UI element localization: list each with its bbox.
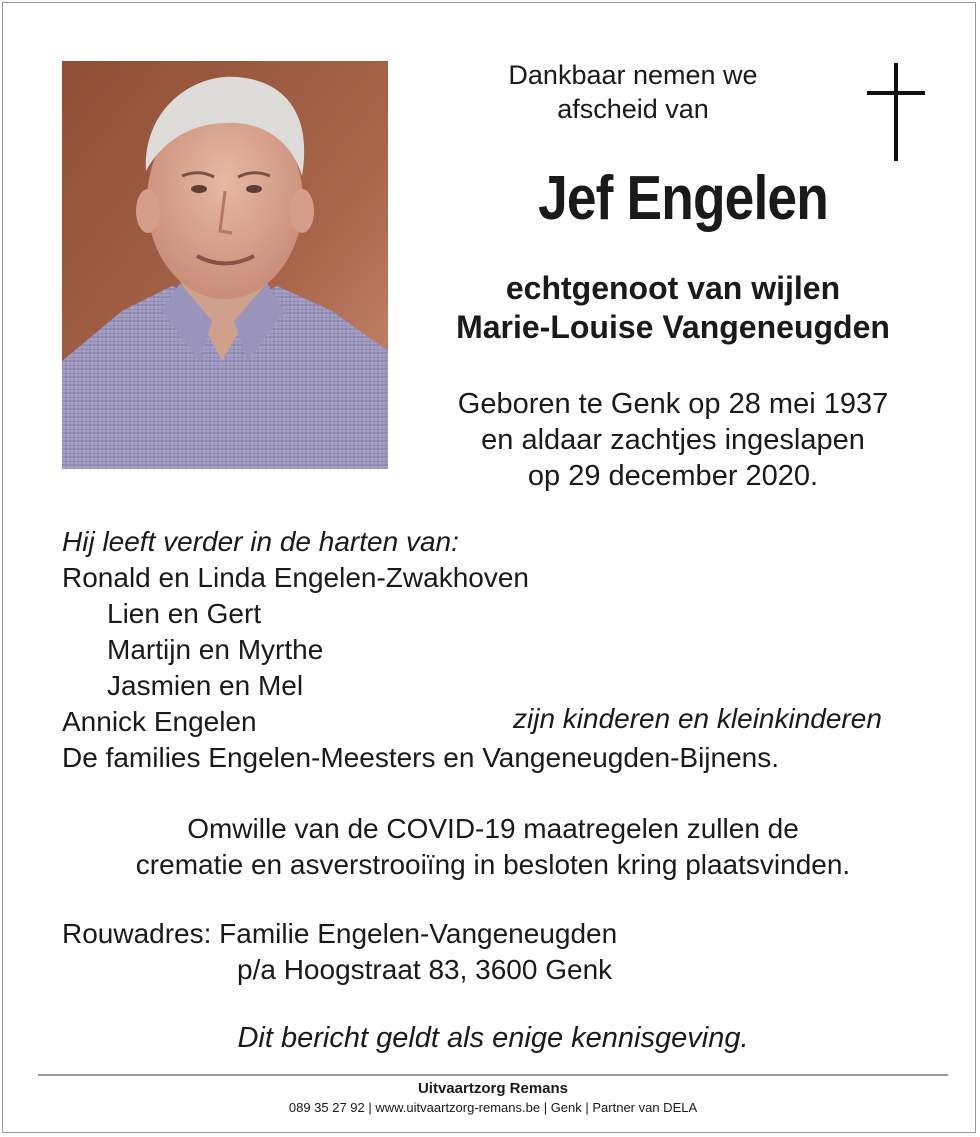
dates-line-3: op 29 december 2020. — [527, 460, 819, 492]
cross-icon — [867, 63, 925, 163]
funeral-contact: 089 35 27 92 | www.uitvaartzorg-remans.be | Genk | Partner van DELA — [288, 1100, 698, 1115]
address-line-1: Rouwadres: Familie Engelen-Vangeneugden — [62, 918, 618, 949]
family-line: Lien en Gert — [107, 598, 262, 629]
intro-line-2: afscheid van — [557, 94, 709, 124]
family-heading: Hij leeft verder in de harten van: — [62, 526, 459, 557]
dates-line-2: en aldaar zachtjes ingeslapen — [481, 424, 865, 456]
dates-line-1: Geboren te Genk op 28 mei 1937 — [457, 388, 889, 420]
spouse-line-1: echtgenoot van wijlen — [505, 270, 841, 306]
intro-line-1: Dankbaar nemen we — [508, 60, 758, 90]
portrait-photo — [62, 61, 388, 469]
life-dates — [403, 386, 943, 494]
covid-line-1: Omwille van de COVID-19 maatregelen zullen de — [187, 813, 799, 844]
intro-text — [443, 58, 823, 126]
obituary-card — [2, 2, 976, 1133]
funeral-company: Uitvaartzorg Remans — [417, 1080, 569, 1097]
address-line-2: p/a Hoogstraat 83, 3600 Genk — [237, 954, 613, 985]
footer-divider — [38, 1074, 948, 1076]
family-line: Jasmien en Mel — [107, 670, 304, 701]
family-line: De families Engelen-Meesters en Vangeneugden-Bijnens. — [62, 742, 780, 773]
spouse-info — [403, 269, 943, 347]
family-line: Martijn en Myrthe — [107, 634, 324, 665]
spouse-line-2: Marie-Louise Vangeneugden — [456, 309, 890, 345]
covid-notice — [43, 811, 943, 883]
family-line: Ronald en Linda Engelen-Zwakhoven — [62, 562, 529, 593]
notice-text: Dit bericht geldt als enige kennisgeving. — [237, 1022, 749, 1054]
deceased-name: Jef Engelen — [538, 164, 828, 233]
mourning-address — [62, 916, 617, 988]
family-line: Annick Engelen — [62, 706, 257, 737]
portrait-illustration — [62, 61, 388, 469]
covid-line-2: crematie en asverstrooiïng in besloten kring plaatsvinden. — [135, 849, 851, 880]
relation-label: zijn kinderen en kleinkinderen — [513, 703, 882, 734]
family-list — [62, 524, 779, 776]
